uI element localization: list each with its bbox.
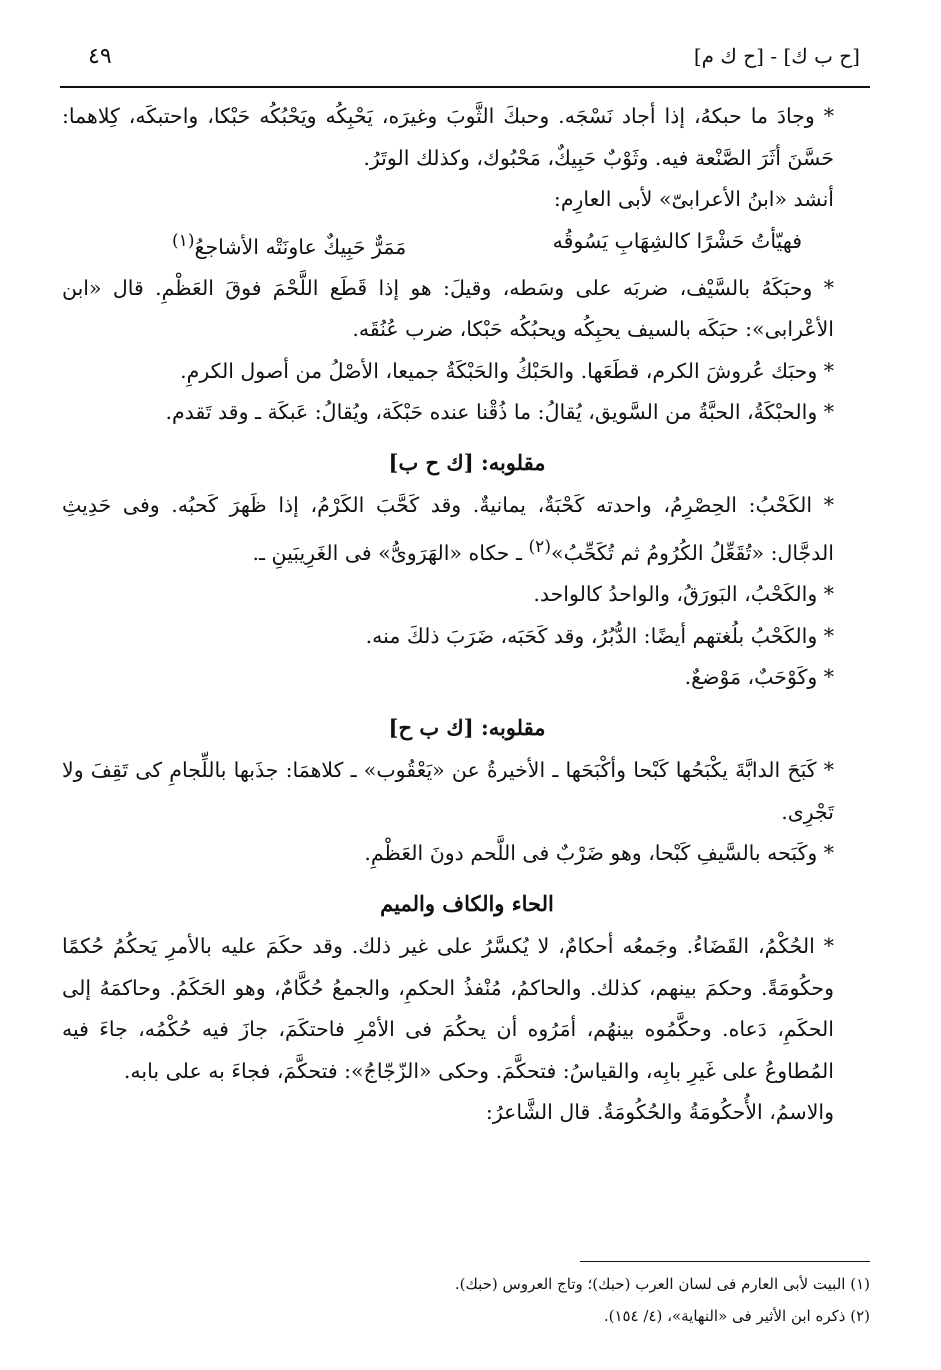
running-head: [ح ب ك] - [ح ك م] — [693, 44, 860, 68]
paragraph: * والحبْكَةُ، الحبَّةُ من السَّويق، يُقالُ: ما ذُقْنا عنده حَبْكَة، ويُقالُ: عَبكَة ـ وقد تَقدم. — [165, 400, 834, 425]
footnote: (١) البيت لأبى العارم فى لسان العرب (حبك)؛ وتاج العروس (حبك). — [454, 1275, 870, 1293]
section-heading: الحاء والكاف والميم — [380, 890, 554, 916]
paragraph: * وكَبَحه بالسَّيفِ كَبْحا، وهو ضَرْبٌ فى اللَّحم دونَ العَظْمِ. — [364, 841, 834, 866]
footnote-marker: (٢) — [528, 536, 552, 557]
paragraph: * الحُكْمُ، القَضَاءُ. وجَمعُه أحكامٌ، لا يُكسَّرُ على غير ذلك. وقد حكَمَ عليه بالأمرِ يَحكُمُ حُكمًا وحكُومَةً. وحكمَ بينهم، كذلك. والحاكمُ، مُنْفذُ الحكمِ، والجمعُ حُكَّامٌ، وهو الحَكَمُ. وحاكمَهُ إلى الحكَمِ، دَعاه. وحكَّمُوه بينهُم، أمَرُوه أن يحكُمَ فى الأمْرِ فاحتكَمَ، جازَ فيه حُكْمُه، جاءَ فيه المُطاوعُ على غَيرِ بابِه، والقياسُ: فتحكَّمَ. وحكى «الزّجّاجُ»: فتحكَّمَ، فجاءَ به على بابه. — [62, 934, 834, 1083]
paragraph: * وجادَ ما حبكهُ، إذا أجاد نَسْجَه. وحبكَ الثَّوبَ وغيرَه، يَحْبِكُه ويَحْبُكُه حَبْكا، واحتبكَه، كِلاهما: حَسَّنَ أثَرَ الصَّنْعة فيه. وثَوْبٌ حَبِيكٌ، مَحْبُوك، وكذلك الوتَرُ. — [62, 104, 834, 170]
verse-first-hemistich: فهيّأتُ حَشْرًا كالشِهَابِ يَسُوقُه — [552, 228, 802, 253]
paragraph: * والكَحْبُ، البَورَقُ، والواحدُ كالواحد. — [533, 582, 834, 607]
paragraph: * وحبَك عُروشَ الكرم، قطَعَها. والحَبْكُ والحَبْكَةُ جميعا، الأصْلُ من أصول الكرمِ. — [180, 358, 834, 383]
footnotes — [62, 1268, 870, 1332]
verse-second-hemistich: مَمَرٌّ حَبِيكٌ عاونَتْه الأشاجعُ$^{(١)}$ — [172, 230, 407, 259]
paragraph: * وحبَكَهُ بالسَّيْف، ضربَه على وسَطه، وقيلَ: هو إذا قَطَع اللَّحْمَ فوقَ العَظْمِ. قال «ابن الأعْرابى»: حبَكَه بالسيف يحبِكُه ويحبُكُه حَبْكا، ضرب عُنُقَه. — [62, 275, 834, 342]
paragraph: * وكَوْحَبٌ، مَوْضعٌ. — [684, 665, 834, 690]
header-rule — [60, 86, 870, 88]
poem-verse — [62, 221, 872, 268]
main-text — [62, 96, 872, 1134]
section-heading: مقلوبه: [ك ح ب] — [388, 449, 546, 475]
section-heading: مقلوبه: [ك ب ح] — [388, 714, 546, 740]
footnote: (٢) ذكره ابن الأثير فى «النهاية»، (٤/ ١٥٤). — [603, 1307, 870, 1325]
paragraph: * والكَحْبُ بلُغتهم أيضًا: الدُّبُرُ، وقد كَحَبَه، ضَرَبَ ذلكَ منه. — [365, 623, 834, 648]
paragraph: أنشد «ابنُ الأعرابىّ» لأبى العارِم: — [553, 187, 834, 211]
paragraph: والاسمُ، الأُحكُومَةُ والحُكُومَةُ. قال الشَّاعرُ: — [485, 1100, 834, 1125]
footnote-rule — [580, 1261, 870, 1262]
page-number: ٤٩ — [88, 44, 112, 69]
page-header — [60, 40, 860, 86]
paragraph: * كَبَحَ الدابَّةَ يكْبَحُها كَبْحا وأكْبَحَها ـ الأخيرةُ عن «يَعْقُوب» ـ كلاهمَا: جذَبها باللِّجامِ كى تَقِفَ ولا تَجْرِى. — [62, 758, 834, 824]
paragraph: * الكَحْبُ: الحِصْرِمُ، واحدته كَحْبَةٌ، يمانيةٌ. وقد كَحَّبَ الكَرْمُ، إذا ظَهرَ كَحبُه. وفى حَدِيثِ الدجَّال: «تُقَعِّلُ الكُرُومُ ثم تُكَحِّبُ»$^{(٢)}$ ـ حكاه «الهَرَوىُّ» فى الغَرِيبَينِ ـ. — [62, 493, 834, 565]
footnote-marker: (١) — [172, 230, 195, 251]
